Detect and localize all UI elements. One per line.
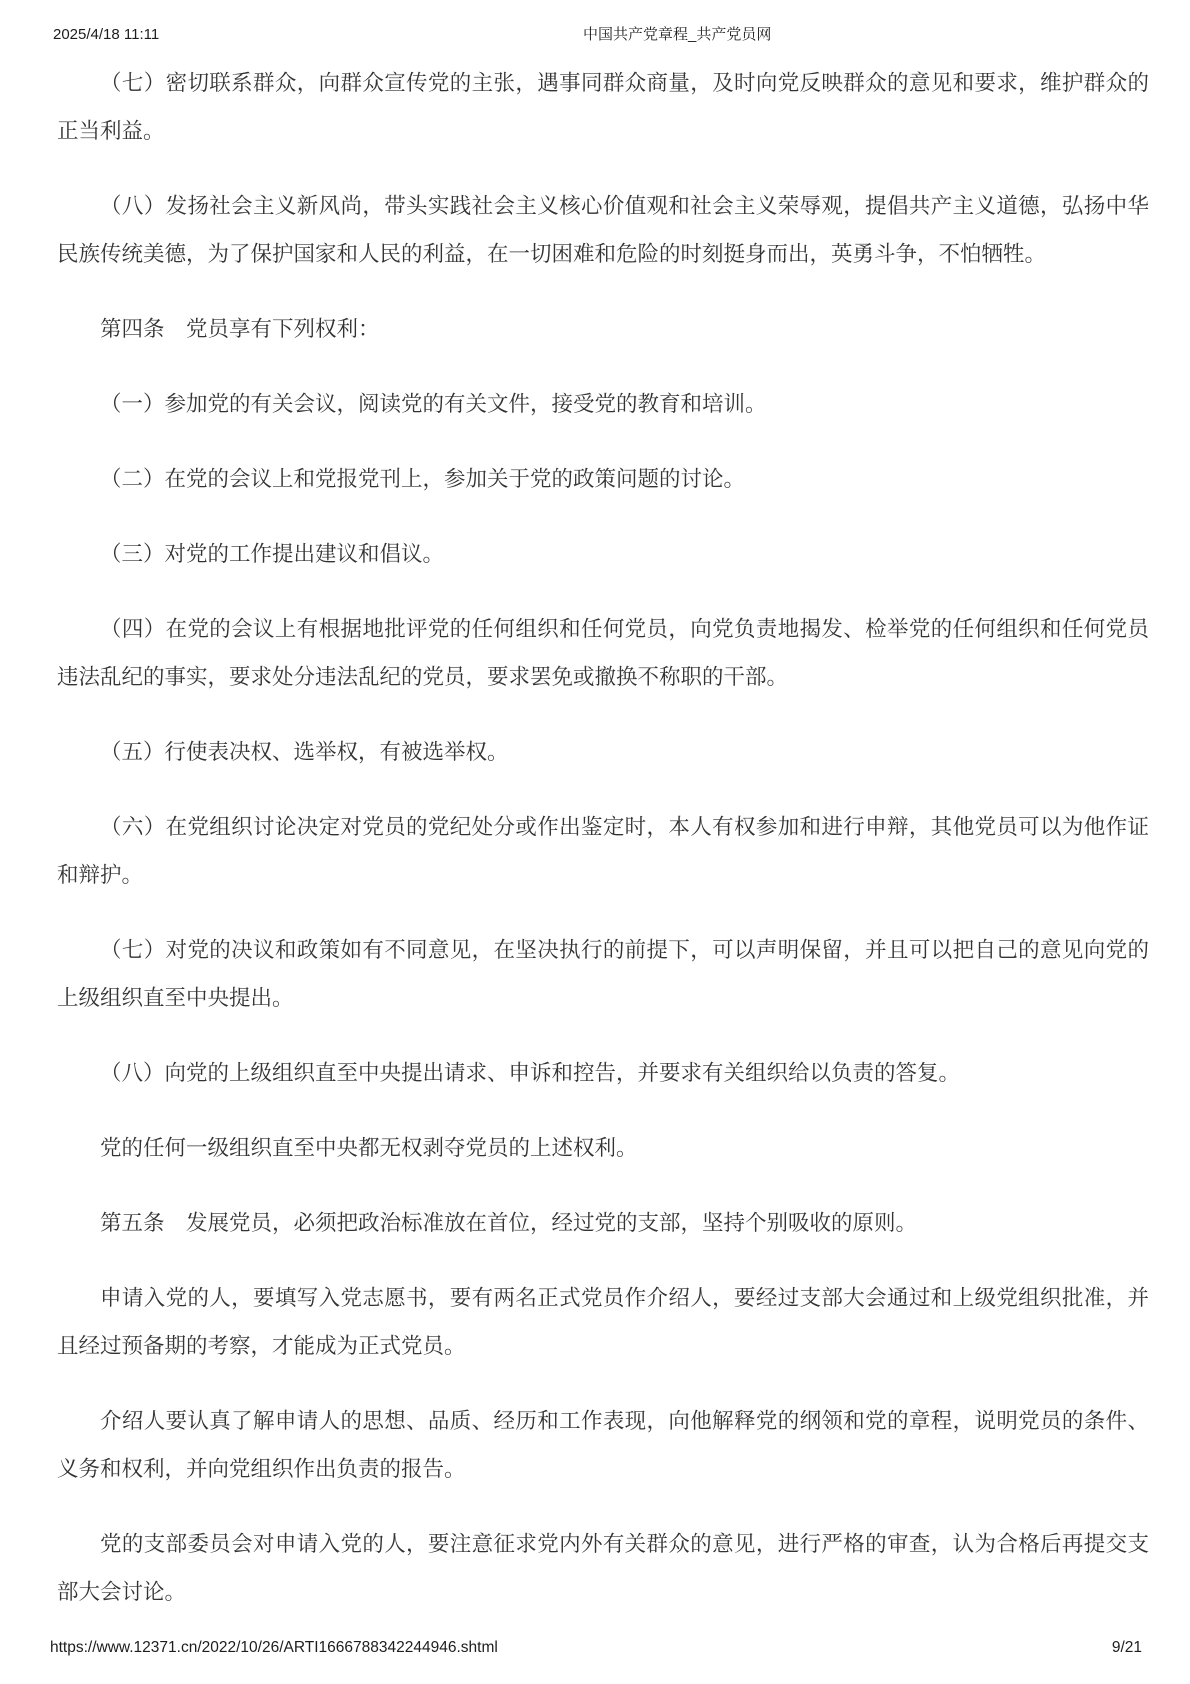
paragraph: 介绍人要认真了解申请人的思想、品质、经历和工作表现，向他解释党的纲领和党的章程，说明党员的条件、义务和权利，并向党组织作出负责的报告。	[57, 1409, 1149, 1481]
paragraph: （四）在党的会议上有根据地批评党的任何组织和任何党员，向党负责地揭发、检举党的任何组织和任何党员违法乱纪的事实，要求处分违法乱纪的党员，要求罢免或撤换不称职的干部。	[57, 617, 1149, 689]
paragraph: 申请入党的人，要填写入党志愿书，要有两名正式党员作介绍人，要经过支部大会通过和上级党组织批准，并且经过预备期的考察，才能成为正式党员。	[57, 1286, 1149, 1358]
paragraph: （五）行使表决权、选举权，有被选举权。	[100, 740, 509, 764]
paragraph: 党的支部委员会对申请入党的人，要注意征求党内外有关群众的意见，进行严格的审查，认为合格后再提交支部大会讨论。	[57, 1532, 1149, 1604]
paragraph: （二）在党的会议上和党报党刊上，参加关于党的政策问题的讨论。	[100, 467, 746, 491]
paragraph: （七）对党的决议和政策如有不同意见，在坚决执行的前提下，可以声明保留，并且可以把自己的意见向党的上级组织直至中央提出。	[57, 938, 1149, 1010]
document-body	[57, 59, 1149, 1616]
paragraph: 党的任何一级组织直至中央都无权剥夺党员的上述权利。	[100, 1136, 638, 1160]
paragraph: （七）密切联系群众，向群众宣传党的主张，遇事同群众商量，及时向党反映群众的意见和要求，维护群众的正当利益。	[57, 71, 1149, 143]
paragraph: 第五条 发展党员，必须把政治标准放在首位，经过党的支部，坚持个别吸收的原则。	[100, 1211, 918, 1235]
print-footer-page-number: 9/21	[1111, 1639, 1142, 1656]
paragraph: （三）对党的工作提出建议和倡议。	[100, 542, 445, 566]
print-header-document-title: 中国共产党章程_共产党员网	[583, 26, 772, 43]
paragraph: （一）参加党的有关会议，阅读党的有关文件，接受党的教育和培训。	[100, 392, 767, 416]
paragraph: （六）在党组织讨论决定对党员的党纪处分或作出鉴定时，本人有权参加和进行申辩，其他党员可以为他作证和辩护。	[57, 815, 1149, 887]
print-header	[0, 26, 1190, 44]
paragraph: （八）向党的上级组织直至中央提出请求、申诉和控告，并要求有关组织给以负责的答复。	[100, 1061, 961, 1085]
paragraph: 第四条 党员享有下列权利：	[100, 317, 380, 341]
print-footer-source-url: https://www.12371.cn/2022/10/26/ARTI1666788342244946.shtml	[50, 1639, 498, 1656]
paragraph: （八）发扬社会主义新风尚，带头实践社会主义核心价值观和社会主义荣辱观，提倡共产主义道德，弘扬中华民族传统美德，为了保护国家和人民的利益，在一切困难和危险的时刻挺身而出，英勇斗争，不怕牺牲。	[57, 194, 1149, 266]
print-footer	[50, 1638, 1142, 1658]
print-header-datetime: 2025/4/18 11:11	[53, 26, 160, 43]
